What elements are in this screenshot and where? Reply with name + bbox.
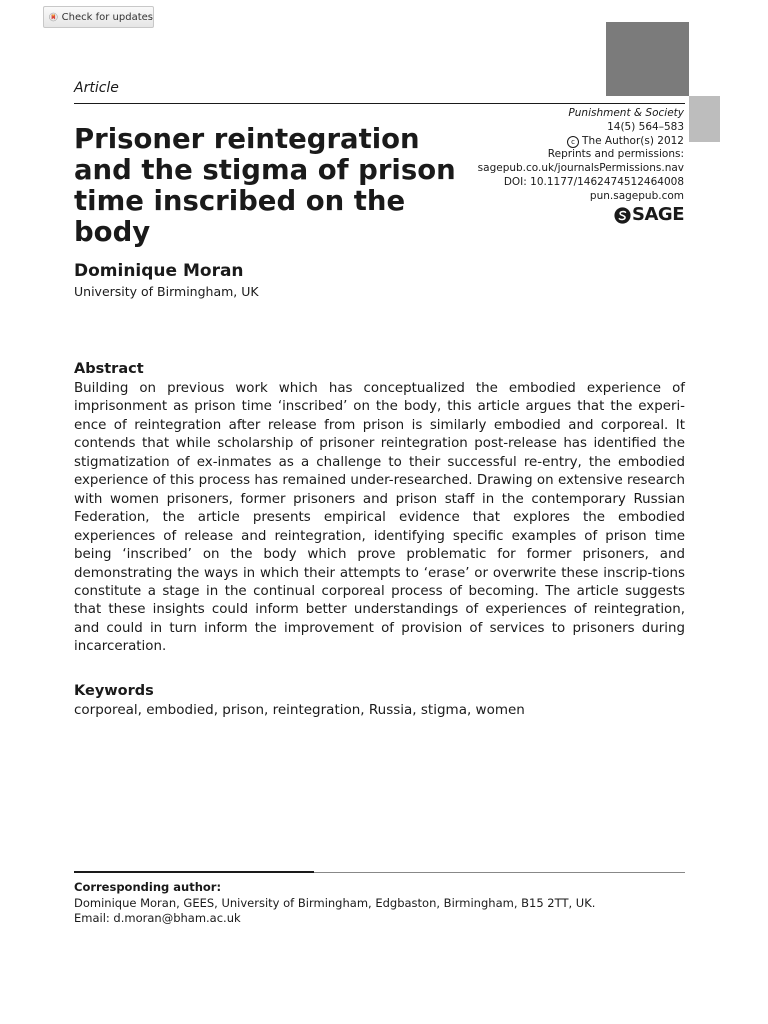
reprints-link[interactable]: sagepub.co.uk/journalsPermissions.nav xyxy=(477,162,684,175)
author-name: Dominique Moran xyxy=(74,261,244,281)
abstract-text: Building on previous work which has conceptualized the embodied experience of imprisonment as prison time ‘inscribed’ on the body, this article argues that the experi-ence of reintegration after release from prison is similarly embodied and corporeal. It contends that while scholarship of prisoner reintegration post-release has identified the stigmatization of ex-inmates as a challenge to their successful re-entry, the embodied experience of this process has remained under-researched. Drawing on extensive research with women prisoners, former prisoners and prison staff in the contemporary Russian Federation, the article presents empirical evidence that explores the embodied experiences of release and reintegration, identifying specific examples of prison time being ‘inscribed’ on the body which prove problematic for former prisoners, and demonstrating the ways in which their attempts to ‘erase’ or overwrite these inscrip-tions constitute a stage in the continual corporeal process of becoming. The article suggests that these insights could inform better understandings of experiences of reintegration, and could in turn inform the improvement of provision of services to prisoners during incarceration. xyxy=(74,381,685,655)
keywords-heading: Keywords xyxy=(74,683,154,699)
corresponding-author-email[interactable]: Email: d.moran@bham.ac.uk xyxy=(74,911,241,925)
journal-tab-block-light xyxy=(689,96,720,142)
publisher-name: SAGE xyxy=(632,204,684,226)
publisher-logo xyxy=(614,204,684,226)
check-for-updates-button[interactable] xyxy=(43,6,154,28)
header-divider xyxy=(74,103,685,104)
corresponding-author-address: Dominique Moran, GEES, University of Birmingham, Edgbaston, Birmingham, B15 2TT, UK. xyxy=(74,896,596,910)
article-title: Prisoner reintegration and the stigma of prison time inscribed on the body xyxy=(74,123,456,248)
keywords-list: corporeal, embodied, prison, reintegration, Russia, stigma, women xyxy=(74,702,525,718)
reprints-label: Reprints and permissions: xyxy=(547,148,684,161)
copyright-line xyxy=(478,135,684,149)
footnote-divider xyxy=(74,871,314,873)
journal-name: Punishment & Society xyxy=(568,107,684,119)
author-affiliation: University of Birmingham, UK xyxy=(74,284,259,299)
sage-logo-icon xyxy=(614,207,631,224)
check-for-updates-label: Check for updates xyxy=(61,11,153,23)
article-type-label: Article xyxy=(74,80,119,96)
copyright-text: The Author(s) 2012 xyxy=(582,134,684,147)
journal-tab-block xyxy=(606,22,689,96)
volume-pages: 14(5) 564–583 xyxy=(607,120,684,133)
corresponding-author-heading: Corresponding author: xyxy=(74,880,222,894)
journal-meta xyxy=(478,107,684,228)
copyright-icon: c xyxy=(567,136,579,148)
footnote-divider-thin xyxy=(314,872,685,873)
journal-site-link[interactable]: pun.sagepub.com xyxy=(589,189,684,202)
doi-link[interactable]: DOI: 10.1177/1462474512464008 xyxy=(503,175,684,188)
bookmark-update-icon xyxy=(49,10,58,24)
abstract-heading: Abstract xyxy=(74,361,144,377)
